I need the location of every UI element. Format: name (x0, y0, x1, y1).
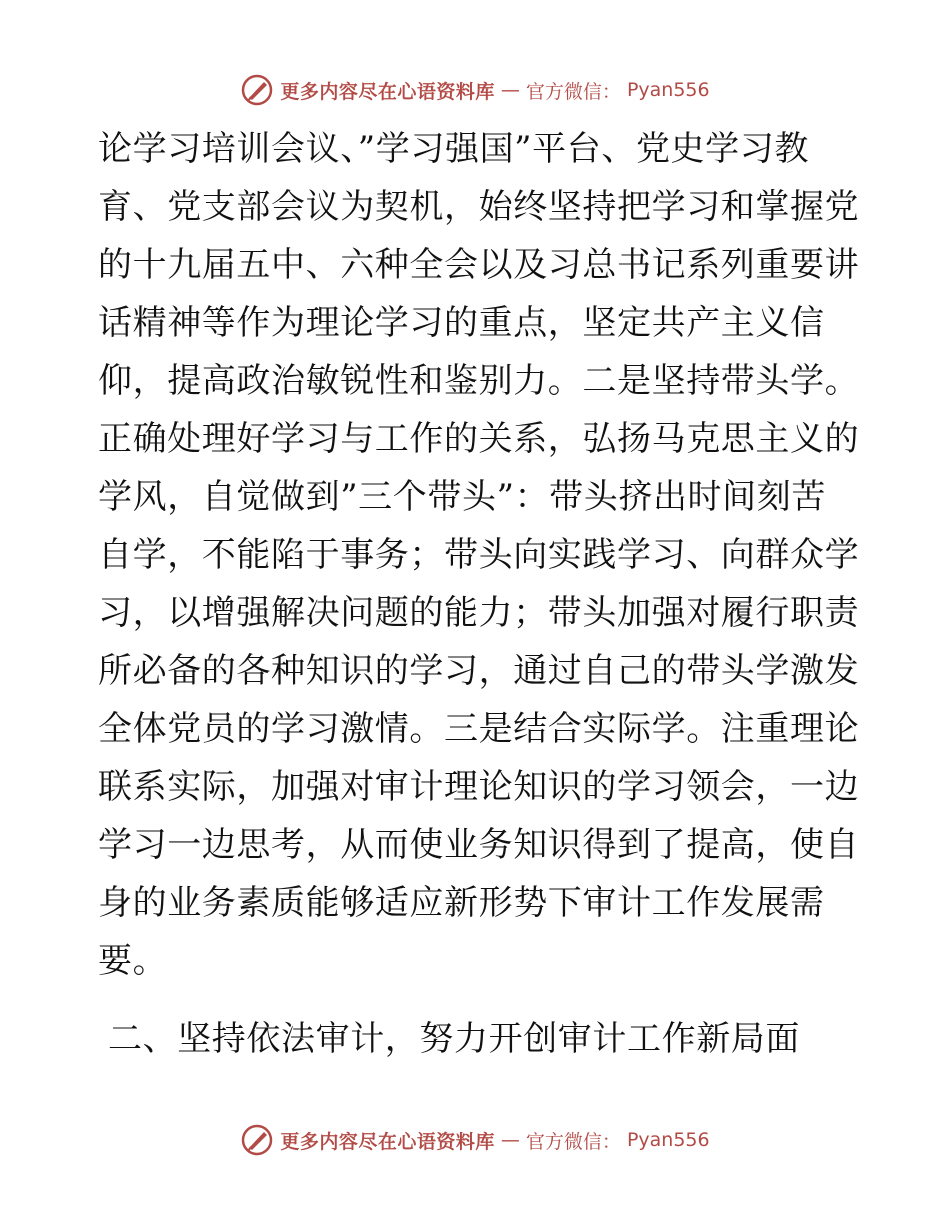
section-heading: 二、坚持依法审计，努力开创审计工作新局面 (108, 1019, 800, 1059)
body-line: 全体党员的学习激情。三是结合实际学。注重理论 (98, 709, 860, 749)
banner-wechat-handle: Pyan556 (626, 79, 710, 101)
body-line: 论学习培训会议、”学习强国”平台、党史学习教 (98, 129, 809, 169)
body-line: 育、党支部会议为契机，始终坚持把学习和掌握党 (98, 187, 860, 227)
body-line: 习，以增强解决问题的能力；带头加强对履行职责 (98, 593, 860, 633)
footer-banner (0, 1120, 950, 1160)
banner-official-label: 官方微信： (525, 1130, 621, 1153)
body-line: 身的业务素质能够适应新形势下审计工作发展需 (98, 883, 825, 923)
body-line: 自学，不能陷于事务；带头向实践学习、向群众学 (98, 535, 860, 575)
body-line: 学习一边思考，从而使业务知识得到了提高，使自 (98, 825, 860, 865)
body-line: 仰，提高政治敏锐性和鉴别力。二是坚持带头学。 (98, 361, 860, 401)
banner-official-label: 官方微信： (525, 80, 621, 103)
quill-logo-icon (240, 1123, 274, 1157)
body-line: 正确处理好学习与工作的关系，弘扬马克思主义的 (98, 419, 860, 459)
body-line: 学风，自觉做到”三个带头”：带头挤出时间刻苦 (98, 477, 826, 517)
banner-wechat-handle: Pyan556 (626, 1129, 710, 1151)
banner-main-text: 更多内容尽在心语资料库 (280, 80, 495, 103)
banner-main-text: 更多内容尽在心语资料库 (280, 1130, 495, 1153)
banner-dash: — (500, 1129, 520, 1151)
body-line: 要。 (98, 941, 168, 981)
body-line: 所必备的各种知识的学习，通过自己的带头学激发 (98, 651, 860, 691)
document-body (98, 120, 858, 990)
body-line: 的十九届五中、六种全会以及习总书记系列重要讲 (98, 245, 860, 285)
body-line: 话精神等作为理论学习的重点，坚定共产主义信 (98, 303, 825, 343)
quill-logo-icon (240, 73, 274, 107)
banner-dash: — (500, 79, 520, 101)
body-line: 联系实际，加强对审计理论知识的学习领会，一边 (98, 767, 860, 807)
header-banner (0, 70, 950, 110)
